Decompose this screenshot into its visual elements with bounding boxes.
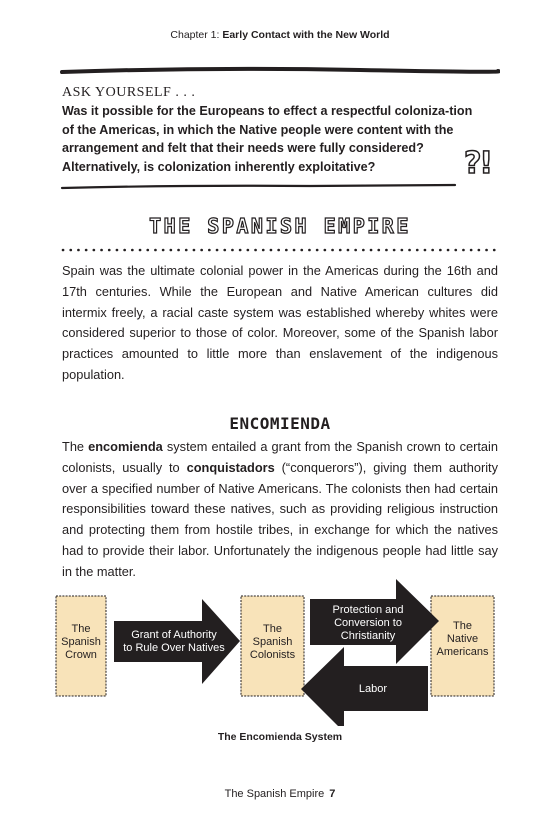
box1-line1: The <box>71 623 91 635</box>
arrow2-line3: Christianity <box>340 630 396 642</box>
box3-line2: Native <box>446 633 479 645</box>
box2-line3: Colonists <box>249 649 296 661</box>
running-head <box>0 29 560 41</box>
diagram-caption: The Encomienda System <box>217 731 343 743</box>
encomienda-diagram <box>50 576 510 726</box>
arrow1-line2: to Rule Over Natives <box>123 642 225 654</box>
term-encomienda: encomienda <box>88 439 163 454</box>
arrow3-label: Labor <box>358 683 388 695</box>
ask-yourself-question: Was it possible for the Europeans to effect a respectful coloniza-tion of the Americas, in which the Native people were content with the arrangement and felt that their needs were fully considered? Alternatively, is colonization inherently exploitative? <box>62 104 473 174</box>
encomienda-paragraph: The encomienda system entailed a grant from the Spanish crown to certain colonists, usually to conquistadors (“conquerors”), giving them authority over a specified number of Native Americans. The colonists then had certain responsibilities toward these natives, such as providing religious instruction and protecting them from hostile tribes, in exchange for which the natives had to provide their labor. Unfortunately the indigenous people had little say in the matter. <box>62 439 498 579</box>
ask-yourself-title: ASK YOURSELF . . . <box>62 85 196 100</box>
section-title: THE SPANISH EMPIRE <box>149 214 411 238</box>
box2-line2: Spanish <box>252 636 293 648</box>
subsection-heading: ENCOMIENDA <box>229 414 331 433</box>
box2-line1: The <box>263 623 282 635</box>
box1-line3: Crown <box>65 649 97 661</box>
box3-line1: The <box>453 620 472 632</box>
arrow2-line2: Conversion to <box>334 617 402 629</box>
arrow1-line1: Grant of Authority <box>131 629 217 641</box>
arrow2-line1: Protection and <box>332 604 404 616</box>
chapter-label: Chapter 1: <box>170 29 220 41</box>
chapter-title: Early Contact with the New World <box>222 29 390 41</box>
section-intro: Spain was the ultimate colonial power in the Americas during the 16th and 17th centuries. While the European and Native American cultures did intermix freely, a racial caste system was established whereby whites were considered superior to those of color. Moreover, some of the Spanish labor practices amounted to little more than enslavement of the indigenous population. <box>62 263 498 382</box>
page-number: 7 <box>329 788 336 800</box>
box1-line2: Spanish <box>61 636 101 648</box>
page-footer <box>0 788 560 800</box>
question-exclamation-icon: ?! <box>464 146 492 181</box>
box3-line3: Americans <box>436 646 489 658</box>
term-conquistadors: conquistadors <box>186 459 275 475</box>
dotted-divider <box>60 247 500 253</box>
footer-title: The Spanish Empire <box>224 788 325 800</box>
